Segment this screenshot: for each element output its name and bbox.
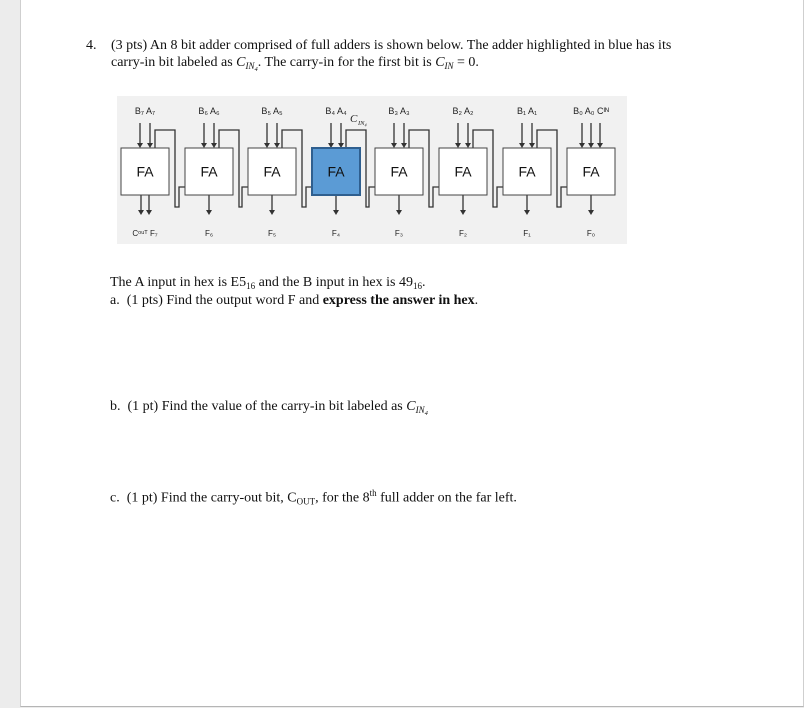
cin4-symbol: $C_{IN_4}$: [236, 55, 258, 73]
input-label-2: B₅ A₅: [261, 106, 283, 116]
inputs-line: The A input in hex is $E5_{16}$ and the B input in hex is $49_{16}$.: [110, 275, 426, 291]
full-adder-label-7: FA: [582, 163, 600, 180]
output-label-3: F₄: [331, 229, 341, 238]
question-number: 4.: [86, 38, 97, 53]
full-adder-label-5: FA: [454, 163, 472, 180]
full-adder-label-2: FA: [263, 163, 281, 180]
output-label-0: Cᵒᵘᵀ F₇: [132, 229, 158, 238]
cin4-symbol-b: $C_{IN_4}$: [406, 399, 428, 417]
input-label-1: B₆ A₆: [198, 106, 220, 116]
output-label-1: F₆: [204, 229, 214, 238]
part-c: c. (1 pt) Find the carry-out bit, $C_{OUT}$, for the 8th full adder on the far left.: [110, 488, 517, 507]
output-label-2: F₅: [267, 229, 277, 238]
input-label-5: B₂ A₂: [452, 106, 474, 116]
full-adder-label-0: FA: [136, 163, 154, 180]
input-label-6: B₁ A₁: [516, 106, 538, 116]
question-line-2-suffix: = 0.: [457, 55, 479, 70]
cin4-diagram-subscript: IN₄: [358, 120, 367, 127]
output-label-6: F₁: [523, 229, 531, 238]
output-label-5: F₂: [459, 229, 467, 238]
part-c-label: c.: [110, 490, 120, 506]
input-label-0: B₇ A₇: [134, 106, 156, 116]
cin-symbol: $C_{IN}$: [435, 55, 454, 71]
document-page: [20, 0, 804, 707]
question-line-1: (3 pts) An 8 bit adder comprised of full adders is shown below. The adder highlighted in blue has its: [111, 38, 672, 53]
full-adder-label-3: FA: [327, 163, 345, 180]
adder-diagram: [21, 0, 803, 260]
part-b: b. (1 pt) Find the value of the carry-in bit labeled as $C_{IN_4}$: [110, 399, 428, 417]
output-label-7: F₀: [586, 229, 596, 238]
part-a-label: a.: [110, 293, 120, 308]
input-label-4: B₃ A₃: [388, 106, 410, 116]
input-label-7: B₀ A₀ Cᴵᴺ: [573, 106, 609, 116]
full-adder-label-4: FA: [390, 163, 408, 180]
input-label-3: B₄ A₄: [325, 106, 347, 116]
question-line-2-mid: . The carry-in for the first bit is: [257, 55, 432, 70]
question-line-2-prefix: carry-in bit labeled as: [111, 55, 233, 70]
cin4-diagram-label: C: [350, 113, 358, 125]
output-label-4: F₃: [394, 229, 404, 238]
full-adder-label-1: FA: [200, 163, 218, 180]
part-a: a. (1 pts) Find the output word F and express the answer in hex.: [110, 293, 479, 308]
part-b-label: b.: [110, 399, 121, 414]
full-adder-label-6: FA: [518, 163, 536, 180]
